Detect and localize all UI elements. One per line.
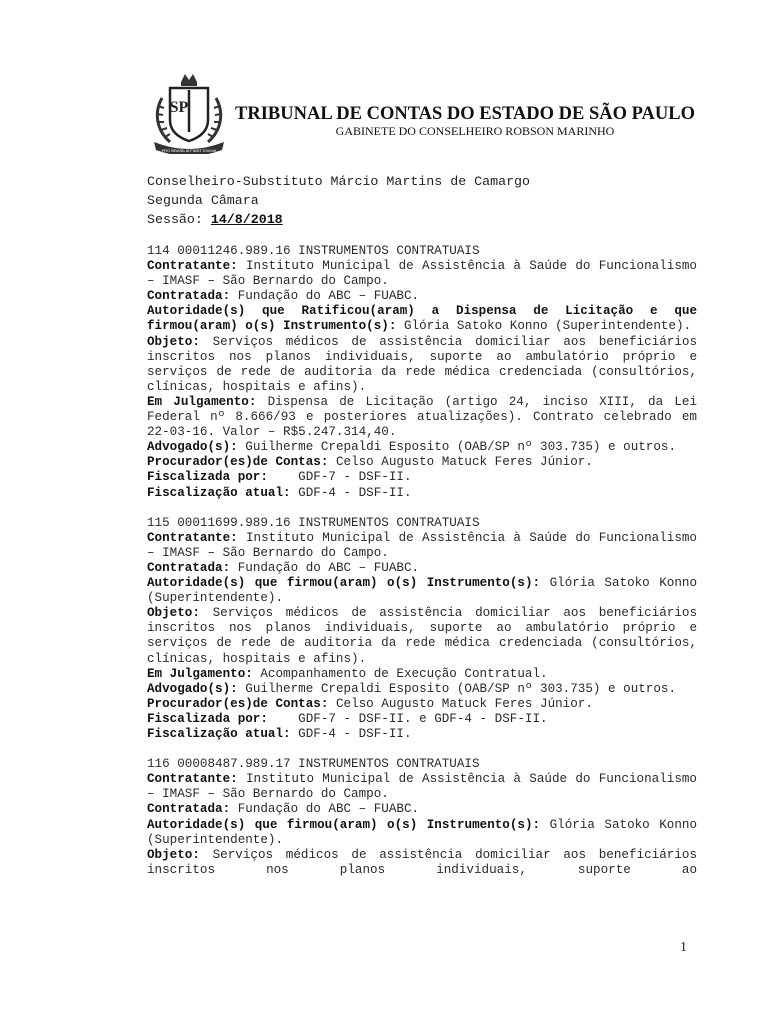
objeto-field: Objeto: Serviços médicos de assistência domiciliar aos beneficiários inscritos nos planos individuais, suporte ao ambulatório próprio e serviços de rede de auditoria da rede médica credenciada (consultórios, clínicas, hospitais e afins). [147,334,697,394]
fiscalizacao-atual-field: Fiscalização atual: GDF-4 - DSF-II. [147,727,412,741]
case-heading: 114 00011246.989.16 INSTRUMENTOS CONTRATUAIS [147,244,480,258]
page-number: 1 [680,940,687,955]
page-title: TRIBUNAL DE CONTAS DO ESTADO DE SÃO PAULO [235,104,696,124]
autoridade-field: Autoridade(s) que Ratificou(aram) a Dispensa de Licitação e que firmou(aram) o(s) Instrumento(s): Glória Satoko Konno (Superintendente). [147,304,697,334]
seal-motto: PRO BRASILIA FIANT EXIMIA [161,148,217,153]
objeto-field: Objeto: Serviços médicos de assistência domiciliar aos beneficiários inscritos nos planos individuais, suporte ao ambulatório próprio e serviços de rede de auditoria da rede médica credenciada (consultórios, clínicas, hospitais e afins). [147,606,697,666]
conselheiro-line: Conselheiro-Substituto Márcio Martins de Camargo [147,174,531,189]
sessao-date: 14/8/2018 [210,212,283,227]
fiscalizada-field: Fiscalizada por: GDF-7 - DSF-II. [147,470,412,485]
em-julgamento-field: Em Julgamento: Dispensa de Licitação (artigo 24, inciso XIII, da Lei Federal nº 8.666/93 e posteriores atualizações). Contrato celebrado em 22-03-16. Valor – R$5.247.314,40. [147,394,698,440]
autoridade-field: Autoridade(s) que firmou(aram) o(s) Instrumento(s): Glória Satoko Konno (Superintendente). [147,817,698,847]
procurador-field: Procurador(es)de Contas: Celso Augusto Matuck Feres Júnior. [147,696,593,711]
contratante-field: Contratante: Instituto Municipal de Assistência à Saúde do Funcionalismo – IMASF – São Bernardo do Campo. [147,530,697,560]
session-header [147,172,707,229]
advogado-field: Advogado(s): Guilherme Crepaldi Esposito (OAB/SP nº 303.735) e outros. [147,681,677,696]
fiscalizacao-atual-field: Fiscalização atual: GDF-4 - DSF-II. [147,485,412,500]
fiscalizada-field: Fiscalizada por: GDF-7 - DSF-II. e GDF-4 - DSF-II. [147,711,548,726]
em-julgamento-field: Em Julgamento: Acompanhamento de Execução Contratual. [147,666,548,681]
contratada-field: Contratada: Fundação do ABC – FUABC. [147,802,420,817]
page-subtitle: GABINETE DO CONSELHEIRO ROBSON MARINHO [335,124,615,138]
autoridade-field: Autoridade(s) que firmou(aram) o(s) Instrumento(s): Glória Satoko Konno (Superintendente). [147,576,698,606]
contratada-field: Contratada: Fundação do ABC – FUABC. [147,560,420,575]
sessao-label: Sessão: [147,212,203,227]
case-item [147,516,697,742]
camara-line: Segunda Câmara [147,193,259,208]
case-item [147,244,697,501]
coat-of-arms-logo [148,70,230,154]
case-item [147,757,697,878]
case-heading: 116 00008487.989.17 INSTRUMENTOS CONTRATUAIS [147,757,480,772]
procurador-field: Procurador(es)de Contas: Celso Augusto Matuck Feres Júnior. [147,455,593,470]
contratada-field: Contratada: Fundação do ABC – FUABC. [147,289,420,304]
objeto-field: Objeto: Serviços médicos de assistência domiciliar aos beneficiários inscritos nos planos individuais, suporte ao [147,847,697,877]
contratante-field: Contratante: Instituto Municipal de Assistência à Saúde do Funcionalismo – IMASF – São Bernardo do Campo. [147,259,697,289]
advogado-field: Advogado(s): Guilherme Crepaldi Esposito (OAB/SP nº 303.735) e outros. [147,440,677,455]
sessao-line [147,210,707,229]
seal-letters: SP [169,99,189,116]
cases-list [147,244,697,893]
contratante-field: Contratante: Instituto Municipal de Assistência à Saúde do Funcionalismo – IMASF – São Bernardo do Campo. [147,772,697,802]
case-heading: 115 00011699.989.16 INSTRUMENTOS CONTRATUAIS [147,515,480,530]
